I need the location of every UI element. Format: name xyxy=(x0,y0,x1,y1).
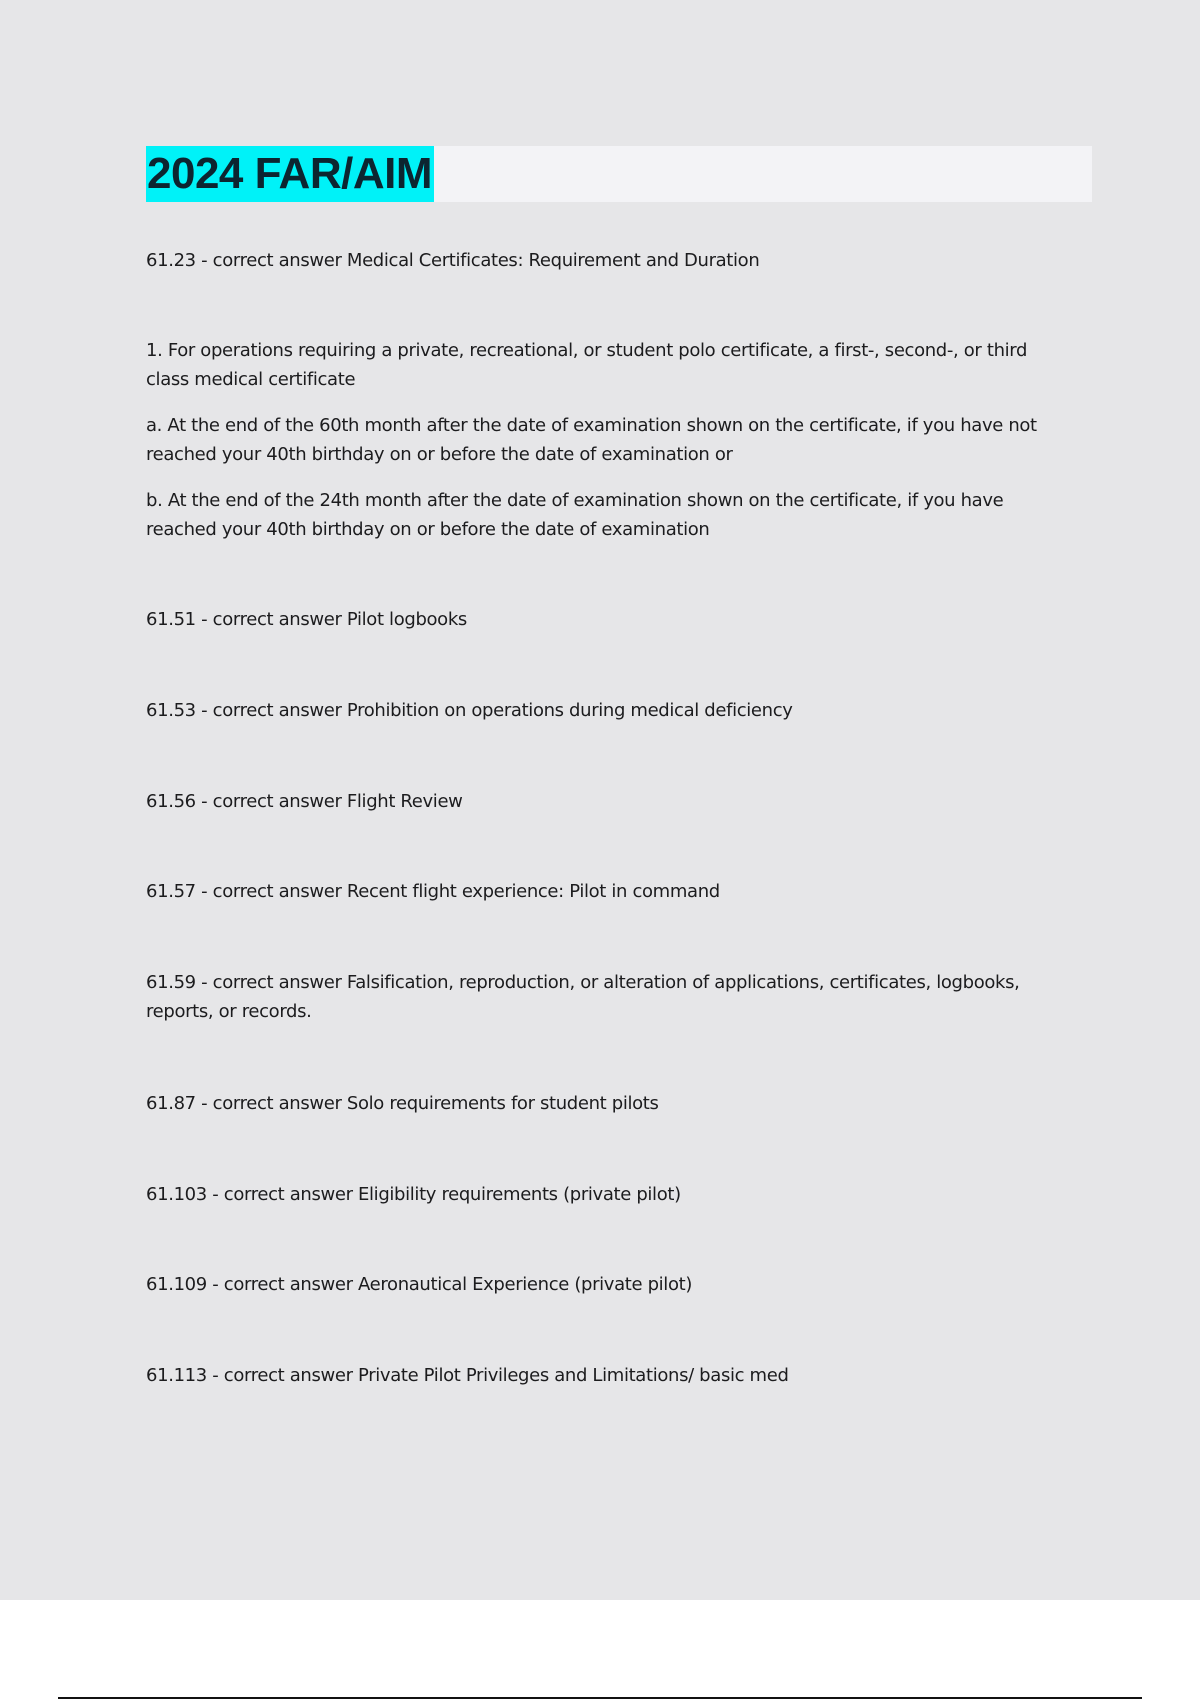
entry-61-87: 61.87 - correct answer Solo requirements for student pilots xyxy=(146,1093,659,1114)
entry-61-59: 61.59 - correct answer Falsification, reproduction, or alteration of applications, certificates, logbooks, reports, or records. xyxy=(146,972,1020,1022)
paragraph-duration-under-40: a. At the end of the 60th month after the date of examination shown on the certificate, if you have not reached your 40th birthday on or before the date of examination or xyxy=(146,415,1037,465)
footer-divider xyxy=(58,1697,1142,1699)
entry-61-51: 61.51 - correct answer Pilot logbooks xyxy=(146,609,467,630)
paragraph-duration-over-40: b. At the end of the 24th month after the date of examination shown on the certificate, if you have reached your 40th birthday on or before the date of examination xyxy=(146,490,1004,540)
paragraph-medical-classes: 1. For operations requiring a private, recreational, or student polo certificate, a first-, second-, or third class medical certificate xyxy=(146,340,1028,390)
entry-61-109: 61.109 - correct answer Aeronautical Experience (private pilot) xyxy=(146,1274,693,1295)
entry-61-113: 61.113 - correct answer Private Pilot Privileges and Limitations/ basic med xyxy=(146,1365,789,1386)
entry-61-23: 61.23 - correct answer Medical Certificates: Requirement and Duration xyxy=(146,250,760,271)
entry-61-103: 61.103 - correct answer Eligibility requirements (private pilot) xyxy=(146,1184,681,1205)
entry-61-56: 61.56 - correct answer Flight Review xyxy=(146,791,463,812)
entry-61-57: 61.57 - correct answer Recent flight experience: Pilot in command xyxy=(146,881,720,902)
entry-61-53: 61.53 - correct answer Prohibition on operations during medical deficiency xyxy=(146,700,793,721)
document-title: 2024 FAR/AIM xyxy=(146,146,434,202)
